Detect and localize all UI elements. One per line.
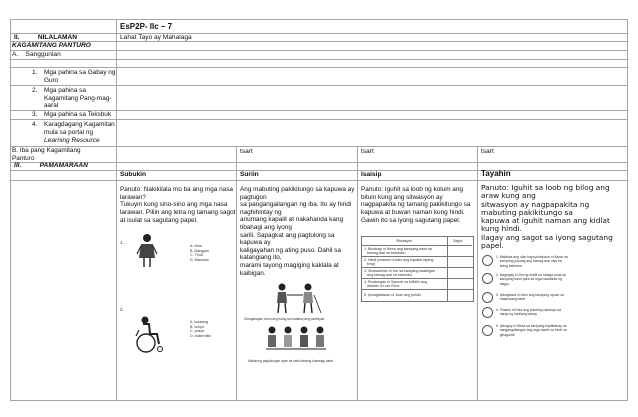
- grid-line: [10, 119, 628, 120]
- grid-line: [10, 50, 628, 51]
- ref-1-num: 1.: [32, 69, 38, 76]
- answer-circle[interactable]: [482, 307, 493, 318]
- table-row: 4. Pinatungan ni Samuel na bilibilin ang daladin ni Lolo Elmo.: [364, 279, 427, 288]
- learning-resource: Learning Resource: [44, 137, 100, 144]
- grid-line: [10, 170, 628, 171]
- tayahin-item: 2. Nagbigay si Jim ng maliit na halaga mula sa kaniyang baon para sa mga nasalanta ng bagyo.: [496, 273, 566, 286]
- lesson-code: EsP2P- IIc – 7: [120, 22, 173, 31]
- answer-circle[interactable]: [482, 292, 493, 303]
- grid-line: [10, 400, 628, 401]
- grid-line: [10, 67, 628, 68]
- suriin-title: Suriin: [240, 171, 259, 178]
- table-header-sitwasyon: Sitwasyon: [396, 239, 413, 243]
- subukin-instructions: Panuto: Nakikilala mo ba ang mga nasa larawan? Tukuyin kung sino-sino ang mga nasa larawan. Piliin ang letra ng tamang sagot at isulat sa sagutang papel.: [120, 186, 236, 224]
- tayahin-instructions: Panuto: Iguhit sa loob ng bilog ang araw kung ang sitwasyon ay nagpapakita ng mabuting pakikitungo sa kapuwa at iguhit naman ang kidlat kung hindi. Ilagay ang sagot sa iyong sagutang papel.: [481, 183, 613, 251]
- isaisip-instructions: Panuto: Iguhit sa loob ng kolum ang bituin kung ang sitwasyon ay nagpapakita ng tamang pakikitungo sa kapuwa at buwan naman kung hindi. Gawin ito sa iyong sagutang papel.: [361, 186, 471, 224]
- group-cooperation-illustration: [262, 325, 330, 357]
- grid-line: [10, 19, 628, 20]
- kagamitang-heading: KAGAMITANG PANTURO: [12, 42, 91, 49]
- ref-2-text: Mga pahina sa Kagamitang Pang-mag- aaral: [44, 87, 112, 110]
- child-figure-illustration: [136, 233, 158, 269]
- table-row: 2. Hindi pinansin ni Alex ang kapatid niyang bingi.: [364, 257, 434, 266]
- tsart-1: tsart: [240, 148, 253, 155]
- helping-blind-illustration: [268, 283, 324, 315]
- choice: B. lumpo: [190, 324, 205, 329]
- nilalaman-label: II. NILALAMAN: [14, 34, 78, 41]
- tayahin-item: 5. Ipinagsy ni Nikka sa kaniyang kapitbahay na nangangailangan ang mga damit na hindi na ginagamit.: [496, 324, 567, 337]
- tayahin-item: 3. Ipinagtawa ni Alvin ang kaniyang upuan sa matandang babe.: [496, 293, 564, 302]
- table-row: 5. Ipinagtatawan ni Juan ang pulubi.: [364, 292, 422, 297]
- ref-1-text: Mga pahina sa Gabay ng Guro: [44, 69, 116, 84]
- tsart-3: tsart: [481, 148, 494, 155]
- wheelchair-illustration: [133, 316, 165, 354]
- subukin-q1-number: 1.: [120, 240, 124, 245]
- choice: C. T'boli: [190, 253, 204, 257]
- sanggunian-label: A. Sanggunian: [12, 51, 61, 58]
- grid-line: [10, 180, 628, 181]
- nilalaman-value: Lahat Tayo ay Mahalaga: [120, 34, 192, 41]
- suriin-caption-1: Ginagabayan nivan ang bulag sa malabay ang paniniyan.: [244, 317, 326, 321]
- grid-line: [10, 19, 11, 400]
- tayahin-title: Tayahin: [481, 169, 511, 178]
- grid-line: [116, 19, 117, 400]
- tayahin-item: 1. Malakas ang ulan kaya pinalusob ni Aaron sa kaniyang payong ang kamag-aral niya na isang katutubo.: [496, 255, 568, 268]
- tayahin-item: 4. Pinanis ni Kaia ang pulubing nakaupo sa harap ng kanilang bahay.: [496, 308, 562, 317]
- pamamaraan-heading: III. PAMAMARAAN: [14, 162, 88, 169]
- choice: D. Maranao: [190, 257, 209, 262]
- table-header-sagot: Sagot: [453, 239, 463, 243]
- table-row-divider: [362, 289, 473, 290]
- isaisip-table: [361, 236, 474, 302]
- table-row: 1. Binahagi ni Mena ang kaniyang baon sa kamag-aral na katutubo.: [364, 246, 432, 255]
- tsart-2: tsart: [361, 148, 374, 155]
- ref-4-text: Karagdagang Kagamitan mula sa portal ng: [44, 121, 115, 136]
- grid-line: [236, 146, 237, 400]
- iba-pang-label: B. Iba pang Kagamitang Panturo: [12, 147, 81, 162]
- ref-3-text: Mga pahina sa Teksbuk: [44, 111, 112, 118]
- subukin-q2-choices: [190, 320, 211, 338]
- choice: A. Aeta: [190, 244, 202, 248]
- grid-line: [10, 41, 628, 42]
- grid-line: [10, 146, 628, 147]
- isaisip-title: Isaisip: [361, 171, 382, 178]
- choice: D. dukermitin: [190, 333, 212, 338]
- answer-circle[interactable]: [482, 255, 493, 266]
- choice: B. Mangyan: [190, 248, 210, 253]
- choice: C. pulubi: [190, 329, 205, 333]
- subukin-title: Subukin: [120, 171, 147, 178]
- grid-line: [10, 33, 628, 34]
- grid-line: [627, 19, 628, 400]
- grid-line: [357, 146, 358, 400]
- ref-4-num: 4.: [32, 121, 38, 128]
- answer-circle[interactable]: [482, 273, 493, 284]
- suriin-caption-2: Malakong pagtulungan ayan sa kahulumaing koansagi aaral.: [248, 359, 334, 363]
- grid-line: [10, 85, 628, 86]
- grid-line: [10, 162, 628, 163]
- grid-line: [10, 59, 628, 60]
- subukin-q1-choices: [190, 244, 209, 262]
- ref-2-num: 2.: [32, 87, 38, 94]
- ref-3-num: 3.: [32, 111, 38, 118]
- suriin-text: Ang mabuting pakikitungo sa kapuwa ay pagtugon sa pangangailangan ng iba. Ito ay hindi naghihintay ng anumang kapalit at nakahanda kang tibahagi ang iyong sarili. Sapagkat ang pagtulong sa kapuwa ay kaligayahan ng ating puso. Dahil sa katangiang ito, marami tayong magiging kaklala at kaibigan.: [240, 186, 355, 277]
- subukin-q2-number: 2.: [120, 307, 124, 312]
- choice: A. bulastog: [190, 320, 208, 324]
- answer-circle[interactable]: [482, 325, 493, 336]
- grid-line: [477, 146, 478, 400]
- table-col-divider: [447, 245, 448, 301]
- table-row: 3. Sinasabihan ni Jon sa kaniyang kaaibigan ang kamag-aral na katutubo.: [364, 268, 435, 277]
